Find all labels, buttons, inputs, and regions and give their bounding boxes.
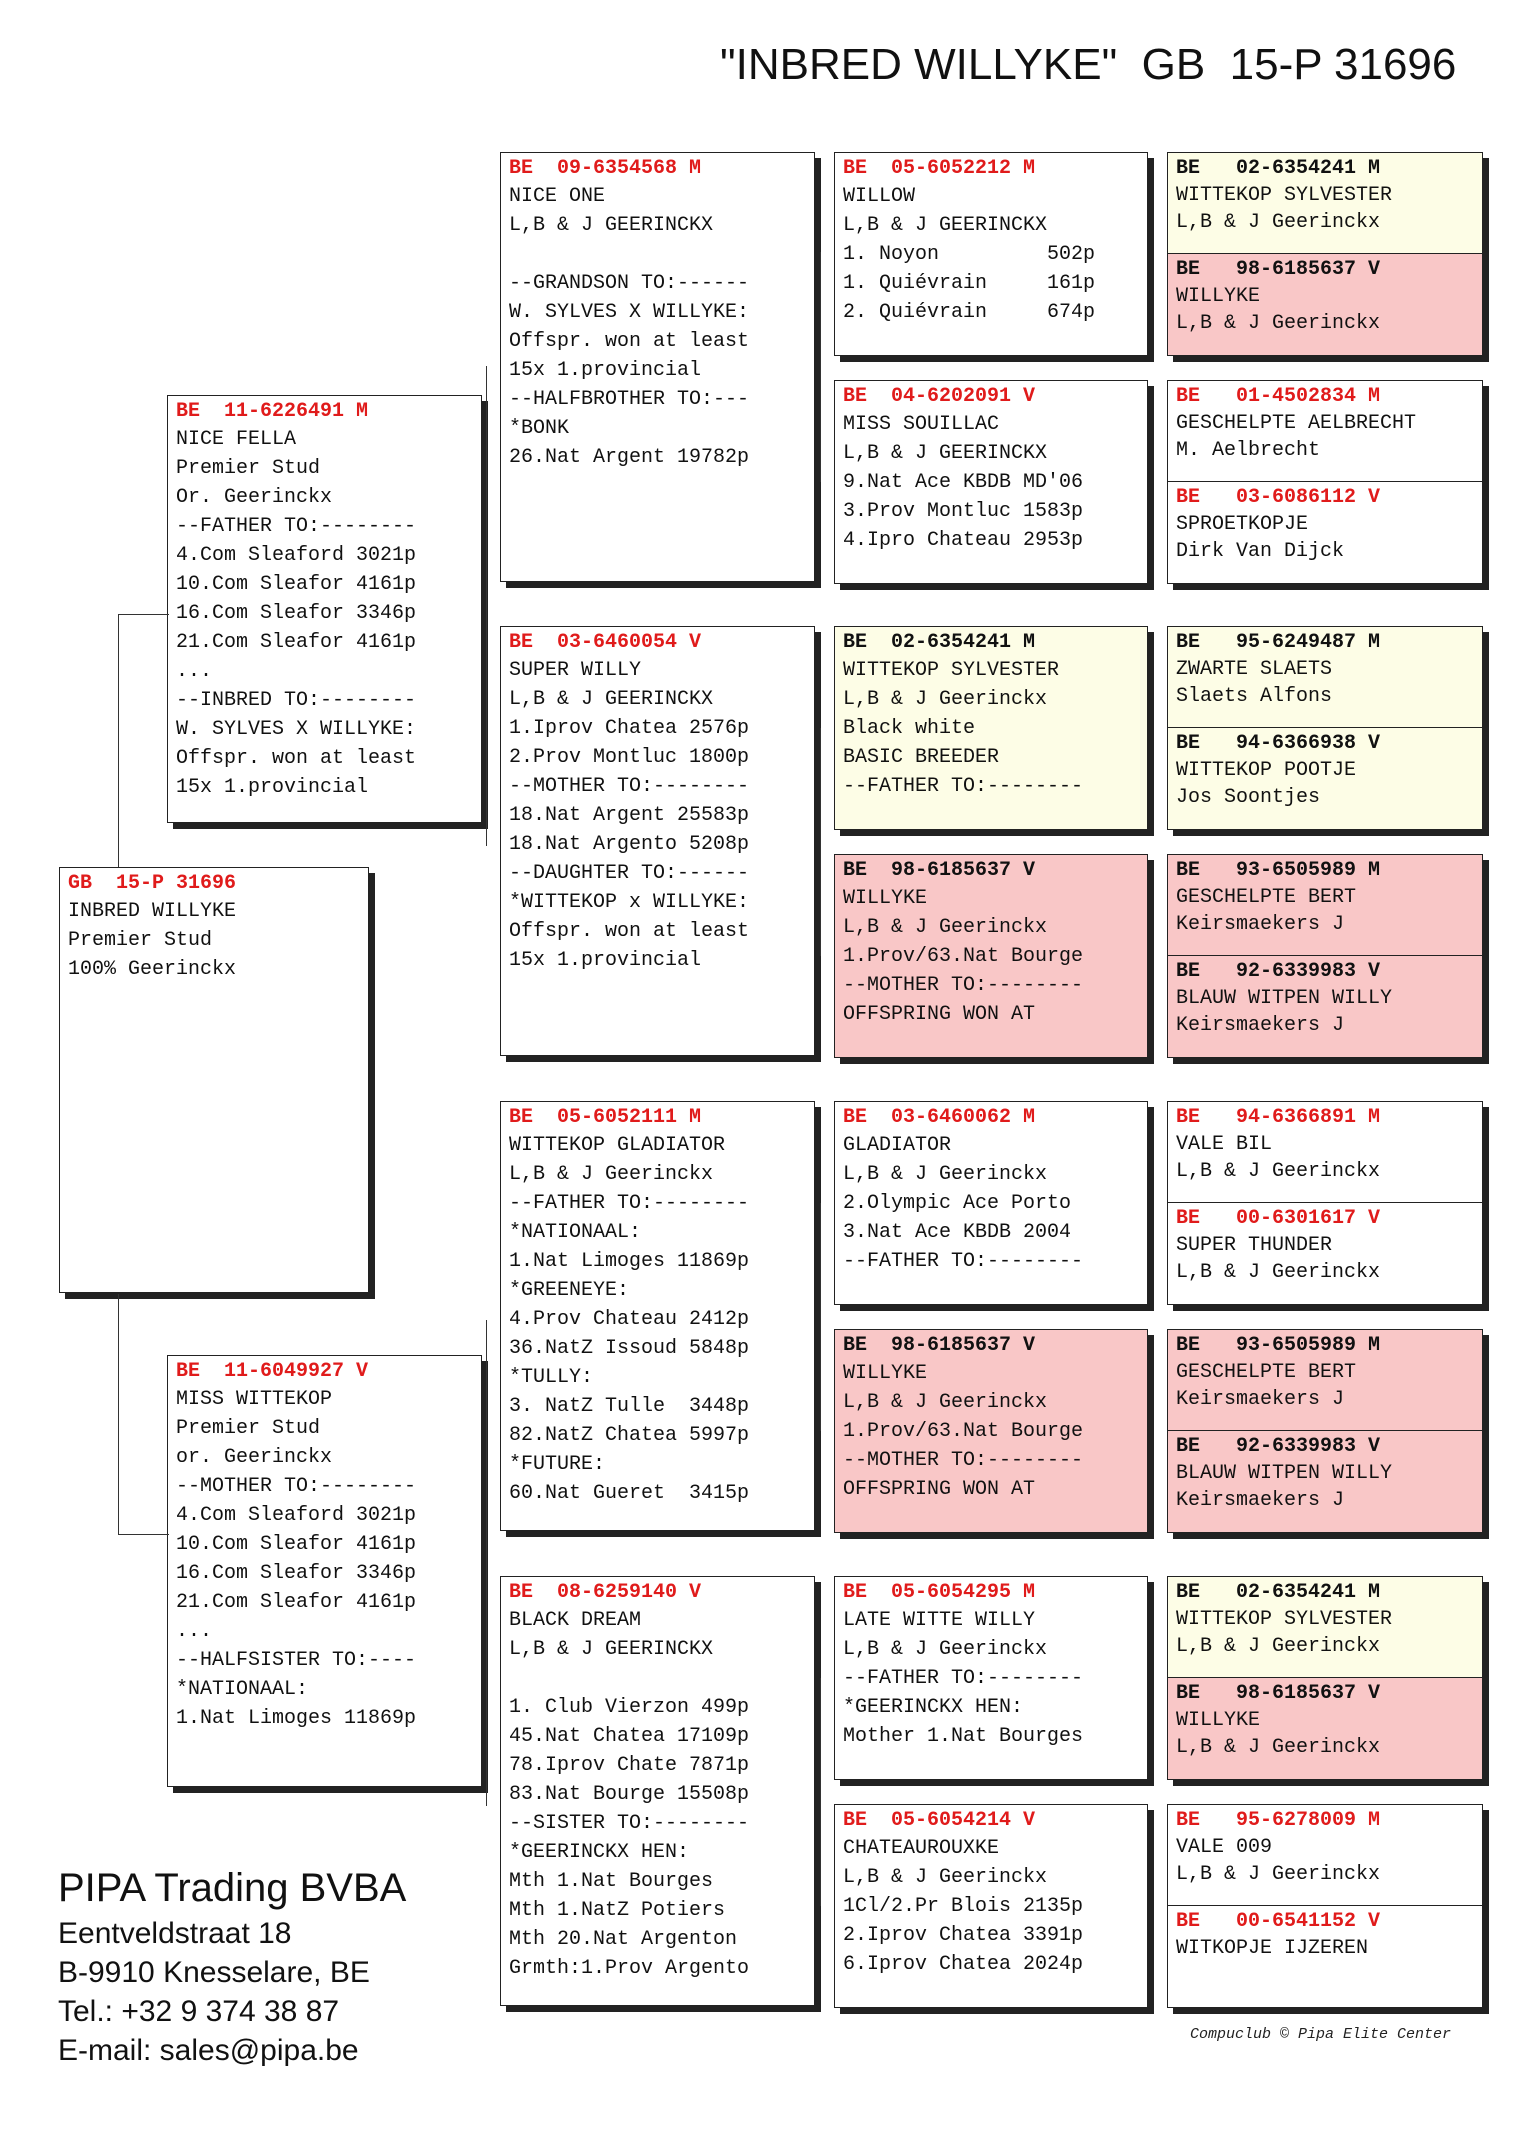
company-street: Eentveldstraat 18 — [58, 1917, 292, 1950]
gen4-dam — [1168, 1430, 1482, 1532]
card-line: --SISTER TO:-------- — [509, 1812, 750, 1835]
gen4-dam — [1168, 1202, 1482, 1304]
card-line: Keirsmaekers J — [1176, 1388, 1345, 1411]
ring-number: BE 03-6086112 V — [1176, 486, 1381, 509]
card-line: --HALFSISTER TO:---- — [176, 1649, 417, 1672]
card-line: 6.Iprov Chatea 2024p — [843, 1953, 1084, 1976]
gen3-card-3 — [834, 626, 1148, 830]
card-line: 1.Nat Limoges 11869p — [176, 1707, 417, 1730]
gen4-sire — [1168, 1805, 1482, 1905]
card-line: --FATHER TO:-------- — [509, 1192, 750, 1215]
card-line: VALE 009 — [1176, 1836, 1273, 1859]
card-line: Jos Soontjes — [1176, 786, 1321, 809]
grandsire-maternal-card — [500, 1101, 815, 1531]
card-line: L,B & J Geerinckx — [843, 1638, 1048, 1661]
card-line: L,B & J Geerinckx — [1176, 211, 1381, 234]
gen4-pair-8 — [1167, 1804, 1483, 2008]
ring-number: BE 00-6541152 V — [1176, 1910, 1381, 1933]
ring-number: BE 04-6202091 V — [843, 385, 1036, 408]
gen3-card-6 — [834, 1329, 1148, 1533]
card-line: 1. Club Vierzon 499p — [509, 1696, 750, 1719]
card-line: L,B & J Geerinckx — [1176, 1736, 1381, 1759]
ring-number: BE 05-6052212 M — [843, 157, 1036, 180]
connector-line — [118, 1294, 169, 1535]
card-line: 15x 1.provincial — [509, 949, 702, 972]
ring-number: BE 92-6339983 V — [1176, 960, 1381, 983]
card-line: WITTEKOP SYLVESTER — [843, 659, 1060, 682]
card-line: L,B & J GEERINCKX — [843, 214, 1048, 237]
ring-number: BE 03-6460054 V — [509, 631, 702, 654]
gen3-card-4 — [834, 854, 1148, 1058]
card-line: 60.Nat Gueret 3415p — [509, 1482, 750, 1505]
card-line: 10.Com Sleafor 4161p — [176, 573, 417, 596]
card-line: GESCHELPTE BERT — [1176, 886, 1357, 909]
card-line: *NATIONAAL: — [176, 1678, 309, 1701]
ring-number: BE 05-6052111 M — [509, 1106, 702, 1129]
gen4-sire — [1168, 1102, 1482, 1202]
card-line: Mth 20.Nat Argenton — [509, 1928, 738, 1951]
card-line: L,B & J GEERINCKX — [509, 1638, 714, 1661]
card-line: L,B & J GEERINCKX — [509, 688, 714, 711]
card-line: --MOTHER TO:-------- — [176, 1475, 417, 1498]
ring-number: BE 93-6505989 M — [1176, 1334, 1381, 1357]
card-line: WILLYKE — [1176, 285, 1261, 308]
gen4-dam — [1168, 1905, 1482, 2007]
company-phone: Tel.: +32 9 374 38 87 — [58, 1995, 340, 2028]
card-line: 18.Nat Argent 25583p — [509, 804, 750, 827]
card-line: 9.Nat Ace KBDB MD'06 — [843, 471, 1084, 494]
card-line: Grmth:1.Prov Argento — [509, 1957, 750, 1980]
card-line: --MOTHER TO:-------- — [843, 1449, 1084, 1472]
card-line: WITKOPJE IJZEREN — [1176, 1937, 1369, 1960]
ring-number: BE 09-6354568 M — [509, 157, 702, 180]
gen4-pair-5 — [1167, 1101, 1483, 1305]
card-line: CHATEAUROUXKE — [843, 1837, 1000, 1860]
sire-card — [167, 395, 482, 823]
connector-line — [820, 1678, 835, 1906]
gen4-dam — [1168, 727, 1482, 829]
card-line: BLAUW WITPEN WILLY — [1176, 987, 1393, 1010]
card-line: L,B & J Geerinckx — [1176, 1635, 1381, 1658]
ring-number: BE 98-6185637 V — [1176, 258, 1381, 281]
card-line: 45.Nat Chatea 17109p — [509, 1725, 750, 1748]
card-line: L,B & J Geerinckx — [1176, 1863, 1381, 1886]
card-line: 10.Com Sleafor 4161p — [176, 1533, 417, 1556]
card-line: Mth 1.Nat Bourges — [509, 1870, 714, 1893]
card-line: 18.Nat Argento 5208p — [509, 833, 750, 856]
granddam-maternal-card — [500, 1576, 815, 2006]
card-line: WILLYKE — [843, 1362, 928, 1385]
card-line: BASIC BREEDER — [843, 746, 1000, 769]
ring-number: BE 00-6301617 V — [1176, 1207, 1381, 1230]
card-line: ... — [176, 660, 213, 683]
card-line: Slaets Alfons — [1176, 685, 1333, 708]
card-line: 83.Nat Bourge 15508p — [509, 1783, 750, 1806]
ring-number: BE 98-6185637 V — [843, 1334, 1036, 1357]
ring-number: BE 94-6366891 M — [1176, 1106, 1381, 1129]
card-line: ZWARTE SLAETS — [1176, 658, 1333, 681]
company-footer — [58, 1862, 406, 2070]
software-credit: Compuclub © Pipa Elite Center — [1190, 2026, 1452, 2043]
card-line: L,B & J Geerinckx — [843, 688, 1048, 711]
company-city: B-9910 Knesselare, BE — [58, 1956, 370, 1989]
card-line: --FATHER TO:-------- — [843, 775, 1084, 798]
gen3-card-1 — [834, 152, 1148, 356]
gen4-dam — [1168, 253, 1482, 355]
card-line: 4.Ipro Chateau 2953p — [843, 529, 1084, 552]
card-line: 36.NatZ Issoud 5848p — [509, 1337, 750, 1360]
card-line: --DAUGHTER TO:------ — [509, 862, 750, 885]
card-line: 3.Nat Ace KBDB 2004 — [843, 1221, 1072, 1244]
card-line: WILLOW — [843, 185, 916, 208]
card-line: Premier Stud — [68, 929, 213, 952]
gen4-dam — [1168, 955, 1482, 1057]
ring-number: BE 01-4502834 M — [1176, 385, 1381, 408]
card-line: --HALFBROTHER TO:--- — [509, 388, 750, 411]
ring-number: BE 98-6185637 V — [843, 859, 1036, 882]
card-line: 4.Prov Chateau 2412p — [509, 1308, 750, 1331]
card-line: --FATHER TO:-------- — [843, 1667, 1084, 1690]
card-line: ... — [176, 1620, 213, 1643]
gen4-dam — [1168, 1677, 1482, 1779]
gen4-dam — [1168, 481, 1482, 583]
card-line: 1.Prov/63.Nat Bourge — [843, 1420, 1084, 1443]
card-line: GESCHELPTE BERT — [1176, 1361, 1357, 1384]
card-line: 1.Nat Limoges 11869p — [509, 1250, 750, 1273]
card-line: L,B & J Geerinckx — [843, 916, 1048, 939]
card-line: *NATIONAAL: — [509, 1221, 642, 1244]
card-line: L,B & J Geerinckx — [1176, 1160, 1381, 1183]
ring-number: BE 02-6354241 M — [1176, 157, 1381, 180]
card-line: 2.Olympic Ace Porto — [843, 1192, 1072, 1215]
card-line: 16.Com Sleafor 3346p — [176, 1562, 417, 1585]
card-line: M. Aelbrecht — [1176, 439, 1321, 462]
card-line: 3.Prov Montluc 1583p — [843, 500, 1084, 523]
card-line: Offspr. won at least — [176, 747, 417, 770]
card-line: WITTEKOP SYLVESTER — [1176, 184, 1393, 207]
card-line: 82.NatZ Chatea 5997p — [509, 1424, 750, 1447]
ring-number: BE 95-6249487 M — [1176, 631, 1381, 654]
card-line: --MOTHER TO:-------- — [843, 974, 1084, 997]
card-line: WITTEKOP POOTJE — [1176, 759, 1357, 782]
card-line: MISS SOUILLAC — [843, 413, 1000, 436]
ring-number: BE 92-6339983 V — [1176, 1435, 1381, 1458]
gen4-sire — [1168, 1330, 1482, 1430]
ring-number: BE 05-6054295 M — [843, 1581, 1036, 1604]
card-line: L,B & J GEERINCKX — [509, 214, 714, 237]
card-line: 2.Iprov Chatea 3391p — [843, 1924, 1084, 1947]
company-email: E-mail: sales@pipa.be — [58, 2034, 359, 2067]
card-line: Offspr. won at least — [509, 330, 750, 353]
card-line: GLADIATOR — [843, 1134, 952, 1157]
card-line: --FATHER TO:-------- — [843, 1250, 1084, 1273]
card-line: L,B & J GEERINCKX — [843, 442, 1048, 465]
card-line: 21.Com Sleafor 4161p — [176, 1591, 417, 1614]
card-line: OFFSPRING WON AT — [843, 1003, 1036, 1026]
card-line: 15x 1.provincial — [509, 359, 702, 382]
granddam-paternal-card — [500, 626, 815, 1056]
card-line: or. Geerinckx — [176, 1446, 333, 1469]
card-line: 100% Geerinckx — [68, 958, 237, 981]
gen3-card-7 — [834, 1576, 1148, 1780]
card-line: *GEERINCKX HEN: — [843, 1696, 1024, 1719]
card-line: SUPER THUNDER — [1176, 1234, 1333, 1257]
card-line: *TULLY: — [509, 1366, 594, 1389]
card-line: Premier Stud — [176, 457, 321, 480]
gen4-sire — [1168, 1577, 1482, 1677]
dam-card — [167, 1355, 482, 1787]
ring-number: BE 02-6354241 M — [843, 631, 1036, 654]
card-line: L,B & J Geerinckx — [843, 1163, 1048, 1186]
connector-line — [486, 366, 501, 846]
ring-number: BE 05-6054214 V — [843, 1809, 1036, 1832]
card-line: Mother 1.Nat Bourges — [843, 1725, 1084, 1748]
card-line: 1.Iprov Chatea 2576p — [509, 717, 750, 740]
card-line: GESCHELPTE AELBRECHT — [1176, 412, 1417, 435]
card-line: Or. Geerinckx — [176, 486, 333, 509]
card-line: INBRED WILLYKE — [68, 900, 237, 923]
gen3-card-5 — [834, 1101, 1148, 1305]
card-line: W. SYLVES X WILLYKE: — [509, 301, 750, 324]
gen3-card-2 — [834, 380, 1148, 584]
gen4-pair-4 — [1167, 854, 1483, 1058]
card-line: --INBRED TO:-------- — [176, 689, 417, 712]
card-line: SPROETKOPJE — [1176, 513, 1309, 536]
card-line: --GRANDSON TO:------ — [509, 272, 750, 295]
connector-line — [820, 252, 835, 482]
card-line: L,B & J Geerinckx — [1176, 1261, 1381, 1284]
card-line: VALE BIL — [1176, 1133, 1273, 1156]
card-line: *FUTURE: — [509, 1453, 606, 1476]
card-line: Premier Stud — [176, 1417, 321, 1440]
card-line: MISS WITTEKOP — [176, 1388, 333, 1411]
card-line: *WITTEKOP x WILLYKE: — [509, 891, 750, 914]
card-line: --MOTHER TO:-------- — [509, 775, 750, 798]
card-line: NICE FELLA — [176, 428, 297, 451]
ring-number: BE 94-6366938 V — [1176, 732, 1381, 755]
card-line: 1Cl/2.Pr Blois 2135p — [843, 1895, 1084, 1918]
pedigree-title: "INBRED WILLYKE" GB 15-P 31696 — [720, 40, 1457, 89]
ring-number: BE 11-6049927 V — [176, 1360, 369, 1383]
card-line: Black white — [843, 717, 976, 740]
subject-card — [59, 867, 369, 1293]
ring-number: BE 03-6460062 M — [843, 1106, 1036, 1129]
card-line: L,B & J Geerinckx — [843, 1391, 1048, 1414]
grandsire-paternal-card — [500, 152, 815, 582]
card-line: 1. Noyon 502p — [843, 243, 1096, 266]
gen4-pair-1 — [1167, 152, 1483, 356]
ring-number: BE 11-6226491 M — [176, 400, 369, 423]
connector-line — [820, 728, 835, 956]
card-line: 1. Quiévrain 161p — [843, 272, 1096, 295]
ring-number: GB 15-P 31696 — [68, 872, 237, 895]
card-line: 21.Com Sleafor 4161p — [176, 631, 417, 654]
card-line: 3. NatZ Tulle 3448p — [509, 1395, 750, 1418]
card-line: Mth 1.NatZ Potiers — [509, 1899, 726, 1922]
card-line: WITTEKOP SYLVESTER — [1176, 1608, 1393, 1631]
gen4-pair-6 — [1167, 1329, 1483, 1533]
company-name: PIPA Trading BVBA — [58, 1866, 407, 1910]
card-line: LATE WITTE WILLY — [843, 1609, 1036, 1632]
gen4-sire — [1168, 855, 1482, 955]
card-line: 26.Nat Argent 19782p — [509, 446, 750, 469]
card-line: 2. Quiévrain 674p — [843, 301, 1096, 324]
card-line: NICE ONE — [509, 185, 606, 208]
gen4-sire — [1168, 153, 1482, 253]
card-line: WILLYKE — [843, 887, 928, 910]
connector-line — [118, 614, 169, 867]
card-line: *GEERINCKX HEN: — [509, 1841, 690, 1864]
gen4-sire — [1168, 381, 1482, 481]
card-line: 2.Prov Montluc 1800p — [509, 746, 750, 769]
card-line: Offspr. won at least — [509, 920, 750, 943]
connector-line — [820, 1203, 835, 1431]
ring-number: BE 08-6259140 V — [509, 1581, 702, 1604]
card-line: L,B & J Geerinckx — [509, 1163, 714, 1186]
card-line: Keirsmaekers J — [1176, 1014, 1345, 1037]
card-line: BLAUW WITPEN WILLY — [1176, 1462, 1393, 1485]
gen4-pair-2 — [1167, 380, 1483, 584]
card-line: 78.Iprov Chate 7871p — [509, 1754, 750, 1777]
card-line: 15x 1.provincial — [176, 776, 369, 799]
card-line: SUPER WILLY — [509, 659, 642, 682]
card-line: --FATHER TO:-------- — [176, 515, 417, 538]
card-line: *BONK — [509, 417, 570, 440]
ring-number: BE 98-6185637 V — [1176, 1682, 1381, 1705]
card-line: 4.Com Sleaford 3021p — [176, 544, 417, 567]
card-line: Keirsmaekers J — [1176, 1489, 1345, 1512]
card-line: Dirk Van Dijck — [1176, 540, 1345, 563]
card-line — [501, 1664, 814, 1693]
gen4-pair-3 — [1167, 626, 1483, 830]
card-line — [501, 240, 814, 269]
ring-number: BE 02-6354241 M — [1176, 1581, 1381, 1604]
card-line: 4.Com Sleaford 3021p — [176, 1504, 417, 1527]
card-line: WILLYKE — [1176, 1709, 1261, 1732]
card-line: L,B & J Geerinckx — [1176, 312, 1381, 335]
ring-number: BE 95-6278009 M — [1176, 1809, 1381, 1832]
gen3-card-8 — [834, 1804, 1148, 2008]
ring-number: BE 93-6505989 M — [1176, 859, 1381, 882]
card-line: Keirsmaekers J — [1176, 913, 1345, 936]
card-line: *GREENEYE: — [509, 1279, 630, 1302]
gen4-pair-7 — [1167, 1576, 1483, 1780]
card-line: 1.Prov/63.Nat Bourge — [843, 945, 1084, 968]
gen4-sire — [1168, 627, 1482, 727]
card-line: L,B & J Geerinckx — [843, 1866, 1048, 1889]
connector-line — [486, 1320, 501, 1806]
card-line: W. SYLVES X WILLYKE: — [176, 718, 417, 741]
card-line: OFFSPRING WON AT — [843, 1478, 1036, 1501]
card-line: BLACK DREAM — [509, 1609, 642, 1632]
card-line: 16.Com Sleafor 3346p — [176, 602, 417, 625]
card-line: WITTEKOP GLADIATOR — [509, 1134, 726, 1157]
